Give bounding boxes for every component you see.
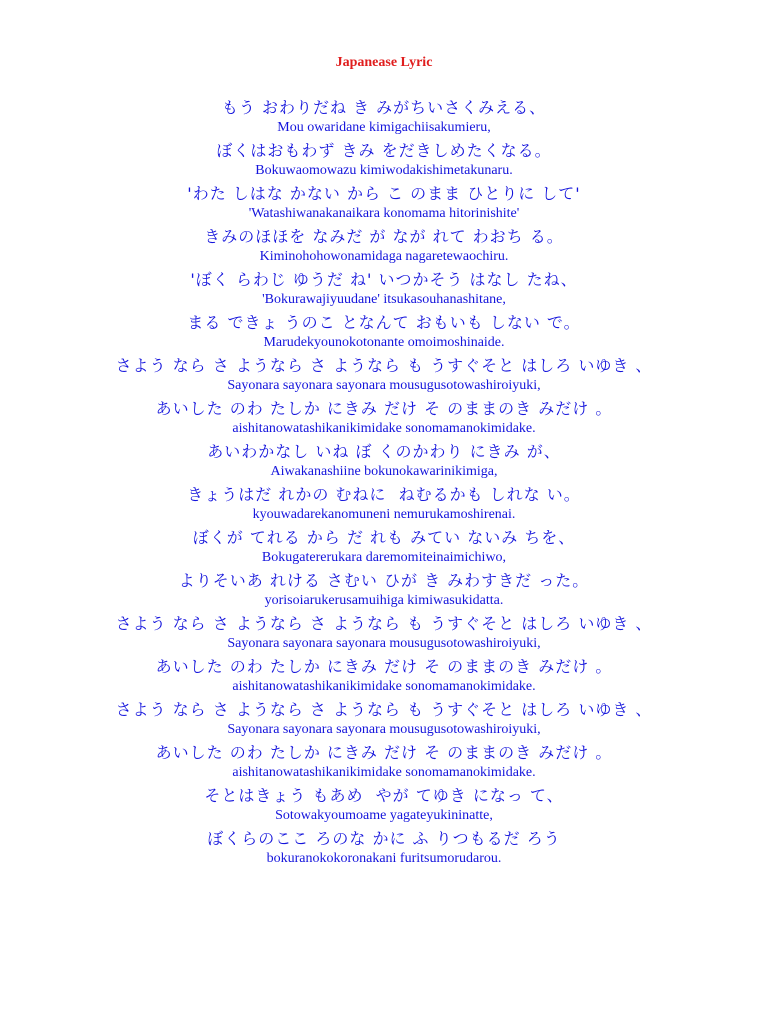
romaji-line: Mou owaridane kimigachiisakumieru, bbox=[277, 120, 491, 135]
page-title: Japanease Lyric bbox=[335, 55, 433, 70]
japanese-line: 'ぼく らわじ ゆうだ ね' いつかそう はなし たね、 bbox=[190, 270, 578, 289]
romaji-line: Marudekyounokotonante omoimoshinaide. bbox=[263, 335, 505, 350]
lyric-line bbox=[0, 225, 768, 268]
lyric-line bbox=[0, 612, 768, 655]
romaji-line: Bokugatererukara daremomiteinaimichiwo, bbox=[261, 550, 507, 565]
japanese-line: さよう なら さ ようなら さ ようなら も うすぐそと はしろ いゆき 、 bbox=[115, 614, 653, 633]
japanese-line: あいした のわ たしか にきみ だけ そ のままのき みだけ 。 bbox=[155, 743, 613, 762]
romaji-line: Sotowakyoumoame yagateyukininatte, bbox=[275, 808, 493, 823]
japanese-line: あいわかなし いね ぼ くのかわり にきみ が、 bbox=[207, 442, 561, 461]
japanese-line: 'わた しはな かない から こ のまま ひとりに して' bbox=[187, 184, 581, 203]
lyric-line bbox=[0, 440, 768, 483]
lyric-line bbox=[0, 311, 768, 354]
lyric-line bbox=[0, 741, 768, 784]
romaji-line: aishitanowatashikanikimidake sonomamanokimidake. bbox=[232, 421, 536, 436]
japanese-line: きょうはだ れかの むねに ねむるかも しれな い。 bbox=[187, 485, 581, 504]
japanese-line: まる できょ うのこ となんて おもいも しない で。 bbox=[187, 313, 581, 332]
japanese-line: ぼくはおもわず きみ をだきしめたくなる。 bbox=[216, 141, 552, 160]
romaji-line: Kiminohohowonamidaga nagaretewaochiru. bbox=[259, 249, 509, 264]
japanese-line: そとはきょう もあめ やが てゆき になっ て、 bbox=[204, 786, 564, 805]
japanese-line: きみのほほを なみだ が なが れて わおち る。 bbox=[204, 227, 564, 246]
japanese-line: もう おわりだね き みがちいさくみえる、 bbox=[221, 98, 547, 117]
romaji-line: yorisoiarukerusamuihiga kimiwasukidatta. bbox=[264, 593, 504, 608]
lyric-line bbox=[0, 96, 768, 139]
lyric-line bbox=[0, 698, 768, 741]
lyric-line bbox=[0, 655, 768, 698]
japanese-line: ぼくが てれる から だ れも みてい ないみ ちを、 bbox=[192, 528, 576, 547]
japanese-line: よりそいあ れける さむい ひが き みわすきだ った。 bbox=[178, 571, 590, 590]
lyric-line bbox=[0, 827, 768, 870]
lyric-line bbox=[0, 139, 768, 182]
japanese-line: ぼくらのここ ろのな かに ふ りつもるだ ろう bbox=[207, 829, 561, 848]
japanese-line: あいした のわ たしか にきみ だけ そ のままのき みだけ 。 bbox=[155, 399, 613, 418]
romaji-line: aishitanowatashikanikimidake sonomamanokimidake. bbox=[232, 765, 536, 780]
lyric-line bbox=[0, 483, 768, 526]
lyric-line bbox=[0, 182, 768, 225]
romaji-line: kyouwadarekanomuneni nemurukamoshirenai. bbox=[252, 507, 516, 522]
lyric-line bbox=[0, 397, 768, 440]
japanese-line: さよう なら さ ようなら さ ようなら も うすぐそと はしろ いゆき 、 bbox=[115, 356, 653, 375]
japanese-line: さよう なら さ ようなら さ ようなら も うすぐそと はしろ いゆき 、 bbox=[115, 700, 653, 719]
romaji-line: 'Bokurawajiyuudane' itsukasouhanashitane, bbox=[262, 292, 506, 307]
lyrics-block bbox=[0, 96, 768, 870]
romaji-line: Sayonara sayonara sayonara mousugusotowashiroiyuki, bbox=[227, 378, 541, 393]
lyric-line bbox=[0, 526, 768, 569]
lyric-line bbox=[0, 569, 768, 612]
romaji-line: Aiwakanashiine bokunokawarinikimiga, bbox=[270, 464, 498, 479]
romaji-line: Sayonara sayonara sayonara mousugusotowashiroiyuki, bbox=[227, 722, 541, 737]
romaji-line: bokuranokokoronakani furitsumorudarou. bbox=[266, 851, 502, 866]
lyric-line bbox=[0, 354, 768, 397]
romaji-line: 'Watashiwanakanaikara konomama hitorinishite' bbox=[248, 206, 520, 221]
lyric-line bbox=[0, 784, 768, 827]
lyric-line bbox=[0, 268, 768, 311]
romaji-line: Bokuwaomowazu kimiwodakishimetakunaru. bbox=[255, 163, 513, 178]
japanese-line: あいした のわ たしか にきみ だけ そ のままのき みだけ 。 bbox=[155, 657, 613, 676]
romaji-line: aishitanowatashikanikimidake sonomamanokimidake. bbox=[232, 679, 536, 694]
romaji-line: Sayonara sayonara sayonara mousugusotowashiroiyuki, bbox=[227, 636, 541, 651]
